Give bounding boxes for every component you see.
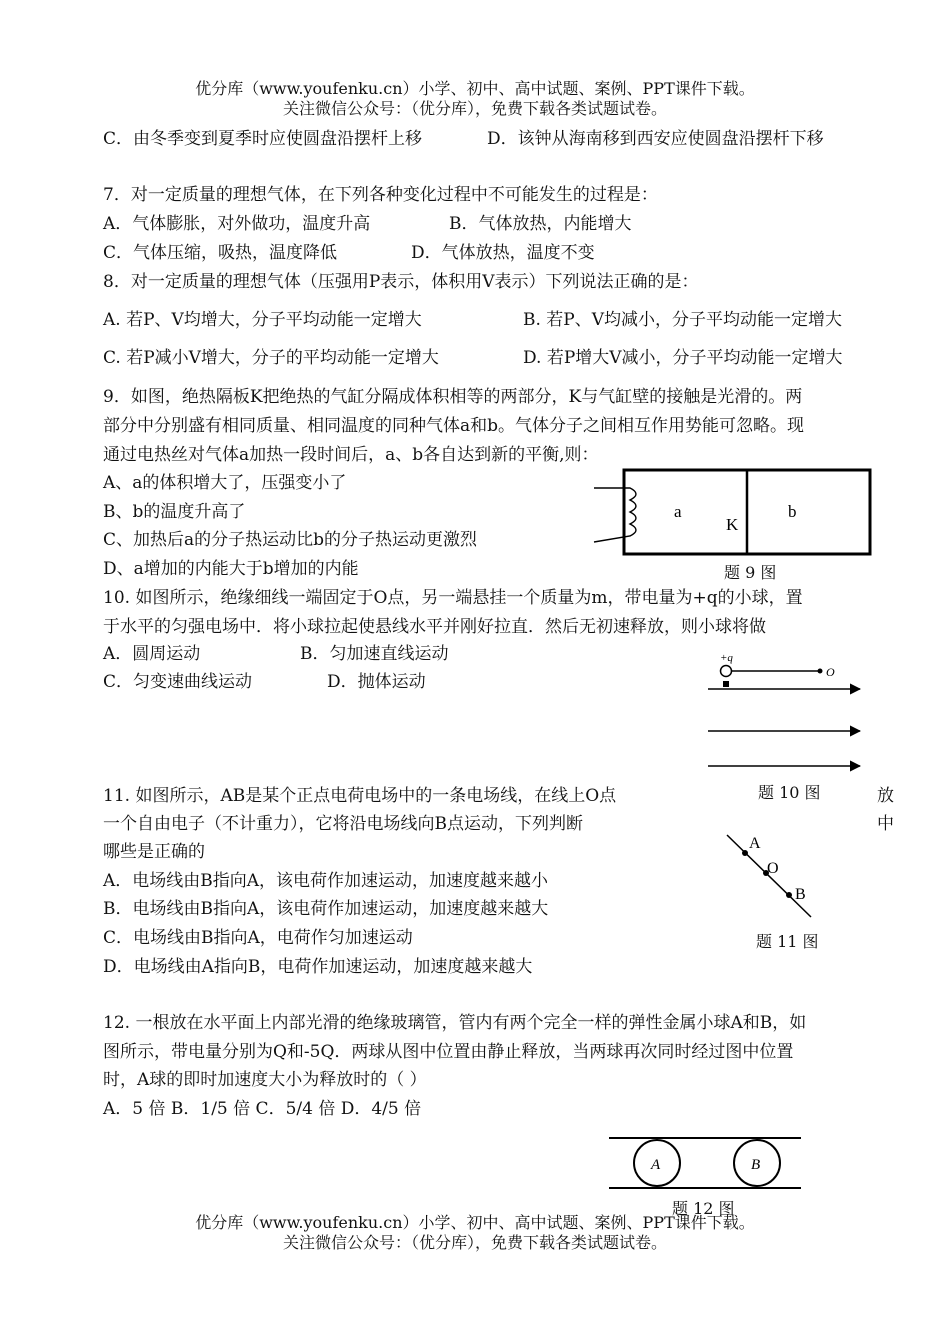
q7-stem: 7．对一定质量的理想气体，在下列各种变化过程中不可能发生的过程是： bbox=[103, 185, 658, 205]
q8-option-b: B. 若P、V均减小，分子平均动能一定增大 bbox=[523, 310, 843, 330]
q10-option-c: C．匀变速曲线运动 bbox=[103, 672, 253, 692]
q11-field-line-figure bbox=[715, 825, 825, 925]
q11-stem-2-tail: 中 bbox=[877, 814, 894, 834]
gas-b-label: b bbox=[788, 502, 797, 521]
ball-b-label: B bbox=[751, 1157, 761, 1173]
pivot-o-label: O bbox=[826, 665, 835, 679]
point-o-label: O bbox=[767, 860, 779, 877]
q11-stem-3: 哪些是正确的 bbox=[103, 842, 205, 862]
q8-option-a: A. 若P、V均增大，分子平均动能一定增大 bbox=[103, 310, 422, 330]
point-a-label: A bbox=[749, 835, 761, 852]
q6-option-d: D．该钟从海南移到西安应使圆盘沿摆杆下移 bbox=[487, 129, 824, 149]
q7-option-a: A．气体膨胀，对外做功，温度升高 bbox=[103, 214, 371, 234]
partition-k-label: K bbox=[726, 515, 739, 534]
q10-caption: 题 10 图 bbox=[758, 783, 821, 802]
q9-caption: 题 9 图 bbox=[724, 563, 777, 582]
q12-stem-1: 12. 一根放在水平面上内部光滑的绝缘玻璃管，管内有两个完全一样的弹性金属小球A和B，如 bbox=[103, 1013, 807, 1033]
q10-option-b: B．匀加速直线运动 bbox=[300, 644, 449, 664]
pivot-point bbox=[818, 669, 823, 674]
q9-option-c: C、加热后a的分子热运动比b的分子热运动更激烈 bbox=[103, 530, 478, 550]
q11-stem-2: 一个自由电子（不计重力），它将沿电场线向B点运动，下列判断 bbox=[103, 814, 583, 834]
point-b-label: B bbox=[795, 886, 806, 903]
q10-stem-2: 于水平的匀强电场中．将小球拉起使悬线水平并刚好拉直．然后无初速释放，则小球将做 bbox=[103, 617, 766, 637]
q9-option-b: B、b的温度升高了 bbox=[103, 502, 246, 522]
q10-field-figure bbox=[700, 645, 870, 780]
gas-a-label: a bbox=[674, 502, 682, 521]
charged-ball bbox=[721, 666, 732, 677]
header-line-2: 关注微信公众号：（优分库），免费下载各类试题试卷。 bbox=[282, 99, 667, 118]
q12-tube-figure bbox=[605, 1130, 805, 1194]
heating-wire-icon bbox=[594, 488, 636, 542]
q9-option-a: A、a的体积增大了，压强变小了 bbox=[103, 473, 347, 493]
footer-line-2: 关注微信公众号：（优分库），免费下载各类试题试卷。 bbox=[282, 1233, 667, 1252]
q9-option-d: D、a增加的内能大于b增加的内能 bbox=[103, 559, 359, 579]
q7-option-b: B．气体放热，内能增大 bbox=[449, 214, 632, 234]
q9-cylinder-figure bbox=[590, 460, 880, 560]
q11-option-c: C．电场线由B指向A，电荷作匀加速运动 bbox=[103, 928, 413, 948]
q12-stem-2: 图所示，带电量分别为Q和-5Q．两球从图中位置由静止释放，当两球再次同时经过图中位置 bbox=[103, 1042, 794, 1062]
q11-caption: 题 11 图 bbox=[756, 932, 819, 951]
q8-option-d: D. 若P增大V减小，分子平均动能一定增大 bbox=[523, 348, 843, 368]
q10-stem-1: 10. 如图所示，绝缘细线一端固定于O点，另一端悬挂一个质量为m，带电量为+q的小球，置 bbox=[103, 588, 803, 608]
q11-option-b: B．电场线由B指向A，该电荷作加速运动，加速度越来越大 bbox=[103, 899, 549, 919]
q12-options: A．5 倍 B．1/5 倍 C．5/4 倍 D．4/5 倍 bbox=[103, 1099, 422, 1119]
header-line-1: 优分库（www.youfenku.cn）小学、初中、高中试题、案例、PPT课件下载。 bbox=[195, 79, 755, 98]
point-b bbox=[786, 892, 792, 898]
footer-line-1: 优分库（www.youfenku.cn）小学、初中、高中试题、案例、PPT课件下载。 bbox=[195, 1213, 755, 1232]
point-a bbox=[742, 850, 748, 856]
q9-stem-1: 9．如图，绝热隔板K把绝热的气缸分隔成体积相等的两部分，K与气缸壁的接触是光滑的。两 bbox=[103, 387, 803, 407]
charge-label: +q bbox=[720, 652, 733, 664]
q6-option-c: C．由冬季变到夏季时应使圆盘沿摆杆上移 bbox=[103, 129, 423, 149]
q8-stem: 8．对一定质量的理想气体（压强用P表示，体积用V表示）下列说法正确的是： bbox=[103, 272, 699, 292]
q11-stem-1-tail: 放 bbox=[877, 786, 894, 806]
q12-caption: 题 12 图 bbox=[672, 1199, 735, 1218]
q8-option-c: C. 若P减小V增大，分子的平均动能一定增大 bbox=[103, 348, 439, 368]
q7-option-c: C．气体压缩，吸热，温度降低 bbox=[103, 243, 338, 263]
q11-stem-1: 11. 如图所示，AB是某个正点电荷电场中的一条电场线，在线上O点 bbox=[103, 786, 617, 806]
q7-option-d: D．气体放热，温度不变 bbox=[411, 243, 595, 263]
q12-stem-3: 时，A球的即时加速度大小为释放时的（ ） bbox=[103, 1070, 427, 1090]
ball-a-label: A bbox=[651, 1157, 661, 1173]
q10-option-d: D．抛体运动 bbox=[327, 672, 426, 692]
q11-option-d: D．电场线由A指向B，电荷作加速运动，加速度越来越大 bbox=[103, 957, 533, 977]
q10-option-a: A．圆周运动 bbox=[103, 644, 201, 664]
q9-stem-3: 通过电热丝对气体a加热一段时间后，a、b各自达到新的平衡,则： bbox=[103, 445, 599, 465]
ball-marker bbox=[723, 681, 729, 687]
q9-stem-2: 部分中分别盛有相同质量、相同温度的同种气体a和b。气体分子之间相互作用势能可忽略。现 bbox=[103, 416, 805, 436]
q11-option-a: A．电场线由B指向A，该电荷作加速运动，加速度越来越小 bbox=[103, 871, 549, 891]
